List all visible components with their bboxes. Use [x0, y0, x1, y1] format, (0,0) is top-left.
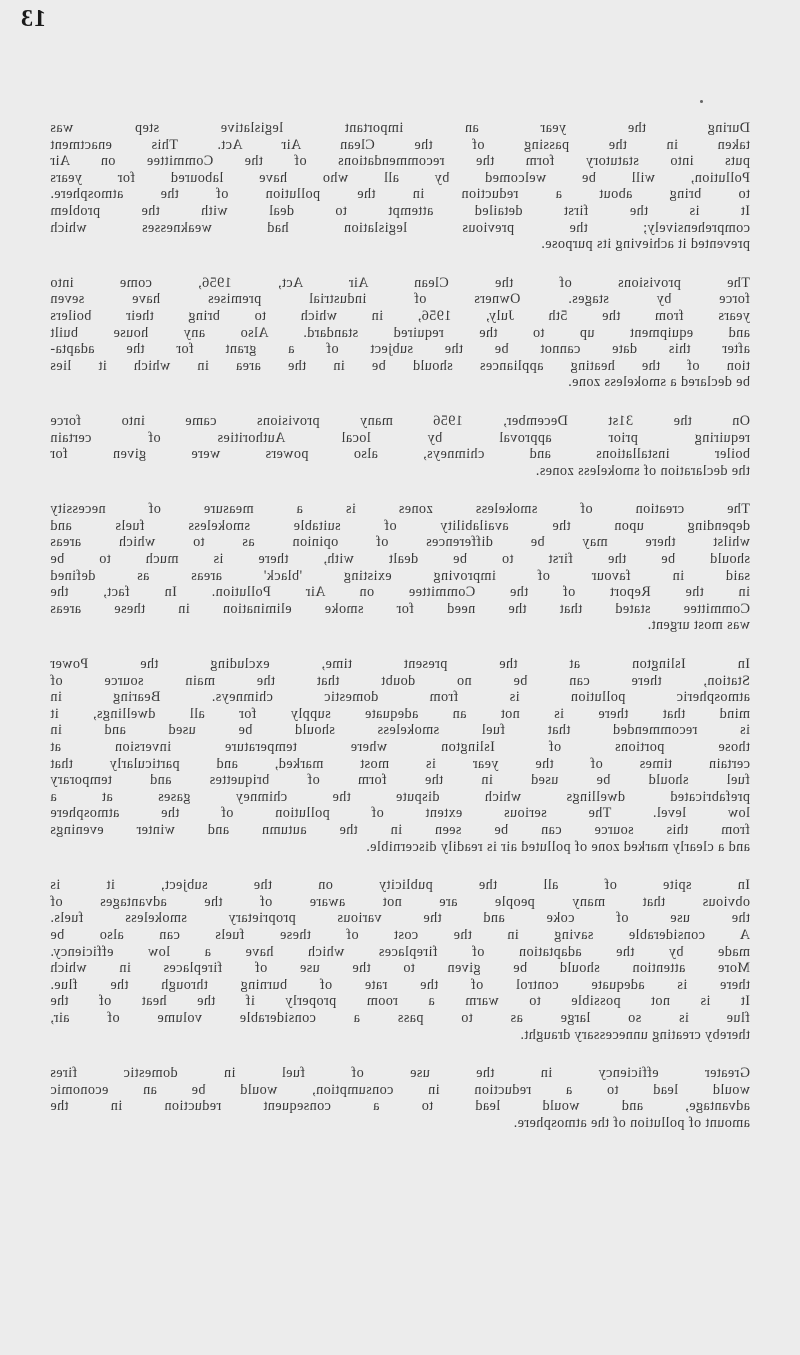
- text-line: said in favour of improving existing 'black' areas as defined: [50, 567, 750, 584]
- text-line: taken in the passing of the Clean Air Act. This enactment: [50, 136, 750, 153]
- text-line: and a clearly marked zone of polluted air is readily discernible.: [365, 838, 750, 855]
- text-line: and equipment up to the required standard. Also any house built: [50, 324, 750, 341]
- text-line: there is adequate control of the rate of burning through the flue.: [50, 976, 750, 993]
- text-line: thereby creating unnecessary draught.: [520, 1026, 750, 1043]
- body-text: [0, 120, 800, 1153]
- text-line: It is not possible to warm a room properly if the heat of the: [50, 993, 750, 1010]
- text-line: made by the adaptation of fireplaces which have a low efficiency.: [50, 943, 750, 960]
- text-line: Committee stated that the need for smoke elimination in these areas: [50, 600, 750, 617]
- text-line: mind that there is not an adequate supply for all dwellings, it: [50, 705, 750, 722]
- text-line: More attention should be given to the use of fireplaces in which: [50, 960, 750, 977]
- text-line: puts into statutory form the recommendations of the Committee on Air: [50, 153, 750, 170]
- text-line: comprehensively; the previous legislation had weaknesses which: [50, 219, 750, 236]
- paragraph: [50, 656, 750, 855]
- text-line: prefabricated dwellings which dispute the chimney gases at a: [50, 788, 750, 805]
- text-line: depending upon the availability of suitable smokeless fuels and: [50, 517, 750, 534]
- text-line: tion of the heating appliances should be in the area in which it lies: [50, 357, 750, 374]
- text-line: certain times of the year is most marked, and particularly that: [50, 755, 750, 772]
- text-line: amount of pollution of the atmosphere.: [513, 1114, 750, 1131]
- text-line: In Islington at the present time, excluding the Power: [50, 656, 750, 673]
- text-line: During the year an important legislative step was: [50, 120, 750, 136]
- text-line: A considerable saving in the cost of these fuels can also be: [50, 926, 750, 943]
- speck: [700, 100, 703, 103]
- page-number: 13: [20, 6, 46, 32]
- text-line: On the 31st December, 1956 many provisions came into force: [50, 412, 750, 429]
- text-line: Station, there can be no doubt that the main source of: [50, 672, 750, 689]
- text-line: be declared a smokeless zone.: [567, 374, 750, 391]
- text-line: obvious that many people are not aware of the advantages of: [50, 893, 750, 910]
- text-line: The provisions of the Clean Air Act, 1956, come into: [50, 274, 750, 291]
- paragraph: [50, 877, 750, 1043]
- paragraph: [50, 501, 750, 634]
- text-line: is recommended that fuel smokeless should be used and in: [50, 722, 750, 739]
- text-line: after this date cannot be the subject of a grant for the adapta-: [50, 341, 750, 358]
- text-line: boiler installations and chimneys, also powers were given for: [50, 446, 750, 463]
- text-line: requiring prior approval by local Authorities of certain: [50, 429, 750, 446]
- text-line: It is the first detailed attempt to deal with the problem: [50, 202, 750, 219]
- text-line: The creation of smokeless zones is a measure of necessity: [50, 501, 750, 518]
- text-line: fuel should be used in the form of briquettes and temporary: [50, 772, 750, 789]
- text-line: atmospheric pollution is from domestic chimneys. Bearing in: [50, 689, 750, 706]
- text-line: force by stages. Owners of industrial premises have seven: [50, 291, 750, 308]
- text-line: prevented it achieving its purpose.: [540, 236, 750, 253]
- text-line: the use of coke and the various proprietary smokeless fuels.: [50, 910, 750, 927]
- text-line: in the Report of the Committee on Air Pollution. In fact, the: [50, 584, 750, 601]
- text-line: to bring about a reduction in the pollution of the atmosphere.: [50, 186, 750, 203]
- paragraph: [50, 120, 750, 253]
- text-line: should be the first to be dealt with, there is much to be: [50, 551, 750, 568]
- paragraph: [50, 1065, 750, 1131]
- text-line: In spite of all the publicity on the subject, it is: [50, 877, 750, 894]
- text-line: low level. The serious extent of pollution of the atmosphere: [50, 805, 750, 822]
- text-line: Pollution, will be welcomed by all who have laboured for years: [50, 169, 750, 186]
- paragraph: [50, 413, 750, 479]
- paragraph: [50, 275, 750, 391]
- text-line: Greater efficiency in the use of fuel in domestic fires: [50, 1065, 750, 1082]
- text-line: from this source can be seen in the autumn and winter evenings: [50, 821, 750, 838]
- text-line: whilst there may be differences of opinion as to which areas: [50, 534, 750, 551]
- text-line: years from the 5th July, 1956, in which to bring their boilers: [50, 307, 750, 324]
- text-line: was most urgent.: [647, 617, 750, 634]
- text-line: advantage, and would lead to a consequent reduction in the: [50, 1098, 750, 1115]
- text-line: the declaration of smokeless zones.: [535, 462, 750, 479]
- text-line: would lead to a reduction in consumption, would be an economic: [50, 1081, 750, 1098]
- text-line: flue is so large as to pass a considerable volume of air,: [50, 1009, 750, 1026]
- text-line: those portions of Islington where temperature inversion at: [50, 739, 750, 755]
